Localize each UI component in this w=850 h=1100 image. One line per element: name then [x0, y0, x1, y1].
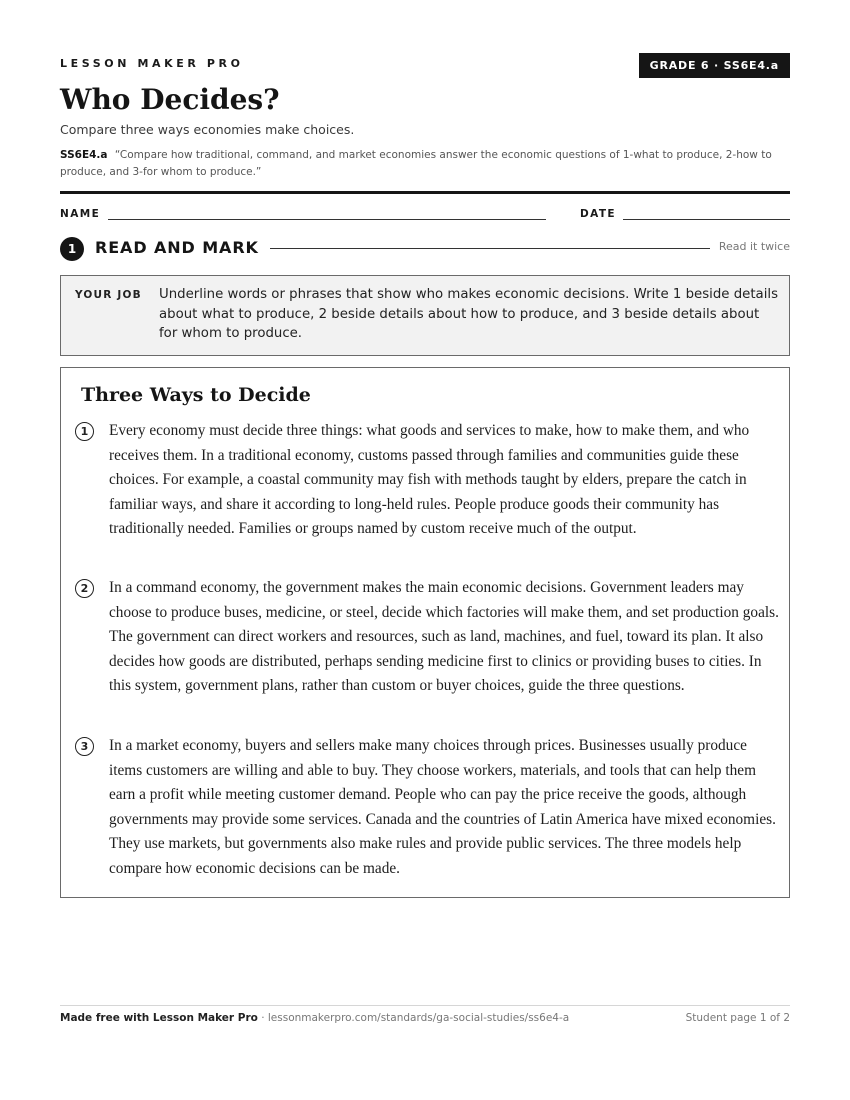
paragraph-number: 2: [75, 579, 94, 598]
standard-statement: [60, 147, 790, 181]
section-number-badge: 1: [60, 237, 84, 261]
section-rule: [270, 248, 710, 249]
footer-divider: [60, 1005, 790, 1006]
grade-badge: GRADE 6 · SS6E4.a: [639, 53, 790, 78]
date-label: DATE: [580, 208, 616, 220]
worksheet-page: [60, 0, 790, 1100]
standard-code: SS6E4.a: [60, 149, 108, 161]
section-note: Read it twice: [718, 240, 790, 253]
footer-credit: [60, 1012, 569, 1024]
paragraph-text: In a command economy, the government makes the main economic decisions. Government leaders may choose to produce buses, medicine, or steel, decide which factories will make them, and set production goals. The government can direct workers and resources, such as land, machines, and fuel, toward its plan. It also decides how goods are distributed, perhaps sending medicine first to clinics or providing buses to cities. In this system, government plans, rather than custom or buyer choices, guide the three questions.: [109, 579, 779, 695]
brand-name: LESSON MAKER PRO: [60, 57, 244, 70]
reading-passage: [60, 367, 790, 898]
standard-text: “Compare how traditional, command, and market economies answer the economic questions of 1-what to produce, 2-how to produce, and 3-for whom to produce.”: [60, 149, 772, 178]
instructions-text: Underline words or phrases that show who makes economic decisions. Write 1 beside details about what to produce, 2 beside details about how to produce, and 3 beside details about for whom to produce.: [159, 287, 779, 341]
paragraph-text: In a market economy, buyers and sellers make many choices through prices. Businesses usually produce items customers are willing and able to buy. They choose workers, materials, and tools that can help them earn a profit while meeting customer demand. People who can pay the price receive the goods, although governments may provide some services. Canada and the countries of Latin America have mixed economies. They use markets, but governments also make rules and provide public services. The three models help compare how economic decisions can be made.: [109, 737, 776, 877]
footer-made-with: Made free with Lesson Maker Pro: [60, 1012, 258, 1024]
paragraph-text: Every economy must decide three things: what goods and services to make, how to make them, and who receives them. In a traditional economy, customs passed through families and communities guide these choices. For example, a coastal community may fish with methods taught by elders, prepare the catch in familiar ways, and share it according to long-held rules. People produce goods their community has traditionally needed. Families or groups named by custom receive much of the output.: [109, 422, 750, 538]
instructions-label: YOUR JOB: [75, 289, 142, 301]
footer-page-number: Student page 1 of 2: [685, 1012, 790, 1024]
page-subtitle: Compare three ways economies make choices.: [60, 122, 355, 137]
paragraph-number: 1: [75, 422, 94, 441]
page-title: Who Decides?: [60, 83, 280, 116]
paragraph-number: 3: [75, 737, 94, 756]
footer-separator: ·: [257, 1012, 268, 1024]
instructions-box: [60, 275, 790, 356]
section-title: READ AND MARK: [95, 238, 259, 257]
date-field[interactable]: [623, 219, 790, 220]
name-field[interactable]: [108, 219, 546, 220]
reading-title: Three Ways to Decide: [81, 384, 311, 406]
name-label: NAME: [60, 208, 101, 220]
footer-url[interactable]: lessonmakerpro.com/standards/ga-social-studies/ss6e4-a: [267, 1012, 570, 1024]
header-divider: [60, 191, 790, 194]
